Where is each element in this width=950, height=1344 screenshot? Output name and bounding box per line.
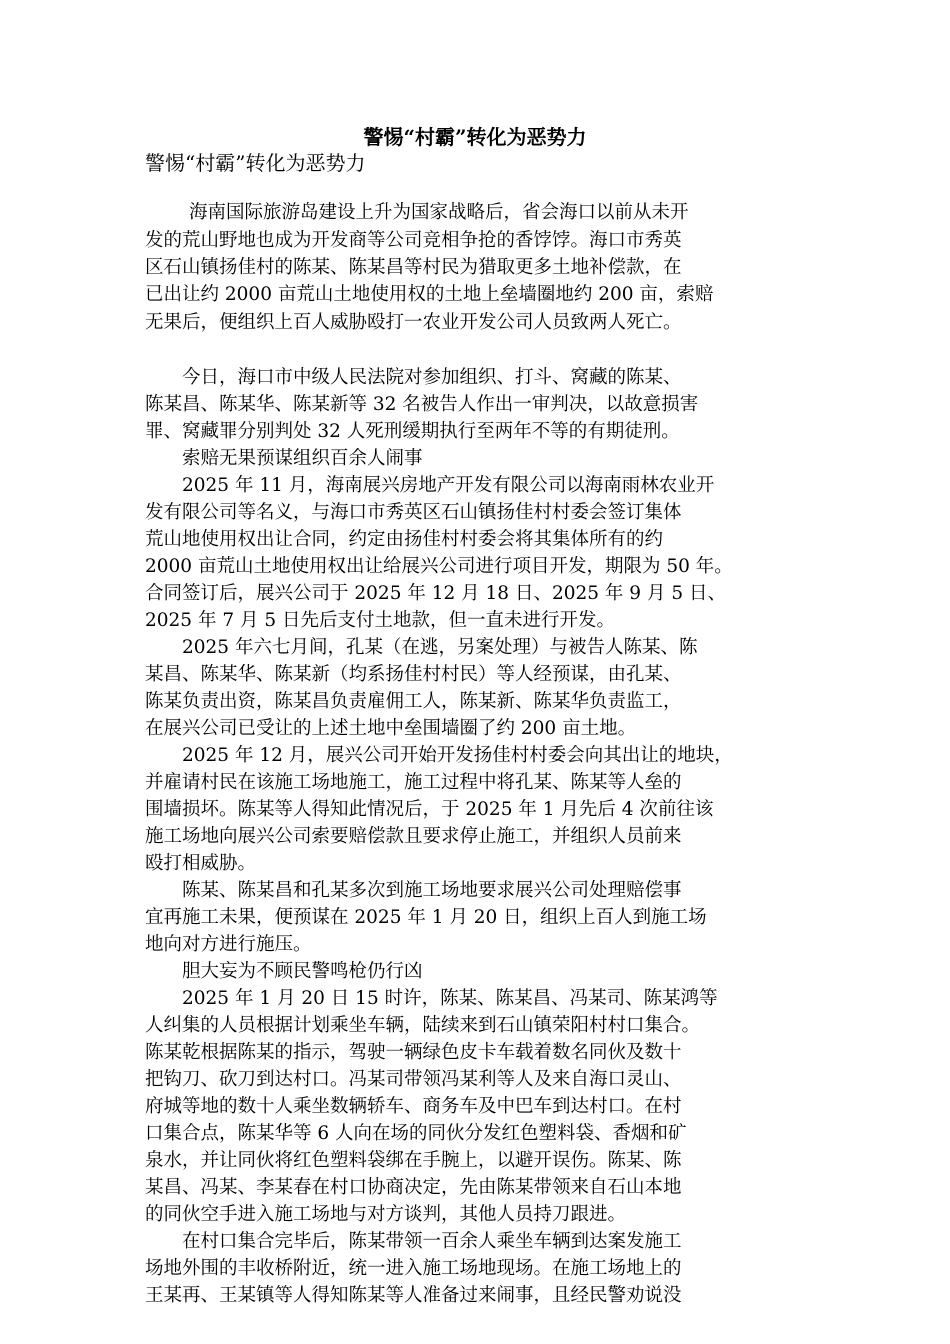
section-heading: 索赔无果预谋组织百余人闹事 bbox=[145, 448, 423, 469]
body-line: 今日，海口市中级人民法院对参加组织、打斗、窝藏的陈某、 bbox=[145, 367, 682, 388]
body-line: 王某再、王某镇等人得知陈某等人准备过来闹事，且经民警劝说没 bbox=[145, 1285, 682, 1306]
body-line: 陈某昌、陈某华、陈某新等 32 名被告人作出一审判决，以故意损害 bbox=[145, 394, 699, 415]
body-line: 区石山镇扬佳村的陈某、陈某昌等村民为猎取更多土地补偿款，在 bbox=[145, 257, 682, 278]
body-line: 2025 年 1 月 20 日 15 时许，陈某、陈某昌、冯某司、陈某鸿等 bbox=[145, 988, 718, 1009]
body-line: 口集合点，陈某华等 6 人向在场的同伙分发红色塑料袋、香烟和矿 bbox=[145, 1123, 687, 1144]
body-line: 并雇请村民在该施工场地施工，施工过程中将孔某、陈某等人垒的 bbox=[145, 772, 682, 793]
body-line: 陈某、陈某昌和孔某多次到施工场地要求展兴公司处理赔偿事 bbox=[145, 880, 682, 901]
body-line: 合同签订后，展兴公司于 2025 年 12 月 18 日、2025 年 9 月 5 日、 bbox=[145, 583, 726, 604]
document-subtitle: 警惕“村霸”转化为恶势力 bbox=[145, 151, 366, 175]
body-line: 2025 年 11 月，海南展兴房地产开发有限公司以海南雨林农业开 bbox=[145, 475, 715, 496]
body-line: 泉水，并让同伙将红色塑料袋绑在手腕上，以避开误伤。陈某、陈 bbox=[145, 1150, 682, 1171]
body-line: 地向对方进行施压。 bbox=[145, 934, 312, 955]
body-line: 2025 年六七月间，孔某（在逃，另案处理）与被告人陈某、陈 bbox=[145, 637, 698, 658]
body-line: 2025 年 7 月 5 日先后支付土地款，但一直未进行开发。 bbox=[145, 610, 616, 631]
body-line: 把钩刀、砍刀到达村口。冯某司带领冯某利等人及来自海口灵山、 bbox=[145, 1069, 682, 1090]
body-line: 海南国际旅游岛建设上升为国家战略后，省会海口以前从未开 bbox=[152, 202, 689, 223]
body-line: 陈某负责出资，陈某昌负责雇佣工人，陈某新、陈某华负责监工， bbox=[145, 691, 682, 712]
body-line: 罪、窝藏罪分别判处 32 人死刑缓期执行至两年不等的有期徒刑。 bbox=[145, 421, 680, 442]
body-line: 陈某乾根据陈某的指示，驾驶一辆绿色皮卡车载着数名同伙及数十 bbox=[145, 1042, 682, 1063]
body-line: 在村口集合完毕后，陈某带领一百余人乘坐车辆到达案发施工 bbox=[145, 1231, 682, 1252]
body-line: 发有限公司等名义，与海口市秀英区石山镇扬佳村村委会签订集体 bbox=[145, 502, 682, 523]
body-line: 场地外围的丰收桥附近，统一进入施工场地现场。在施工场地上的 bbox=[145, 1258, 682, 1279]
section-heading: 胆大妄为不顾民警鸣枪仍行凶 bbox=[145, 961, 423, 982]
body-line: 府城等地的数十人乘坐数辆轿车、商务车及中巴车到达村口。在村 bbox=[145, 1096, 682, 1117]
document-title: 警惕“村霸”转化为恶势力 bbox=[363, 125, 587, 149]
body-line: 在展兴公司已受让的上述土地中垒围墙圈了约 200 亩土地。 bbox=[145, 718, 637, 739]
body-line: 2025 年 12 月，展兴公司开始开发扬佳村村委会向其出让的地块， bbox=[145, 745, 733, 766]
body-line: 已出让约 2000 亩荒山土地使用权的土地上垒墙圈地约 200 亩，索赔 bbox=[145, 284, 714, 305]
body-line: 荒山地使用权出让合同，约定由扬佳村村委会将其集体所有的约 bbox=[145, 529, 664, 550]
body-line: 2000 亩荒山土地使用权出让给展兴公司进行项目开发，期限为 50 年。 bbox=[145, 556, 733, 577]
body-line: 宜再施工未果，便预谋在 2025 年 1 月 20 日，组织上百人到施工场 bbox=[145, 907, 707, 928]
body-line: 的同伙空手进入施工场地与对方谈判，其他人员持刀跟进。 bbox=[145, 1204, 627, 1225]
body-line: 某昌、陈某华、陈某新（均系扬佳村村民）等人经预谋，由孔某、 bbox=[145, 664, 682, 685]
body-line: 围墙损坏。陈某等人得知此情况后，于 2025 年 1 月先后 4 次前往该 bbox=[145, 799, 714, 820]
body-line: 殴打相威胁。 bbox=[145, 853, 257, 874]
body-line: 施工场地向展兴公司索要赔偿款且要求停止施工，并组织人员前来 bbox=[145, 826, 682, 847]
body-line: 无果后，便组织上百人威胁殴打一农业开发公司人员致两人死亡。 bbox=[145, 312, 682, 333]
body-line: 某昌、冯某、李某春在村口协商决定，先由陈某带领来自石山本地 bbox=[145, 1177, 682, 1198]
body-line: 人纠集的人员根据计划乘坐车辆，陆续来到石山镇荣阳村村口集合。 bbox=[145, 1015, 701, 1036]
body-line: 发的荒山野地也成为开发商等公司竞相争抢的香饽饽。海口市秀英 bbox=[145, 230, 682, 251]
